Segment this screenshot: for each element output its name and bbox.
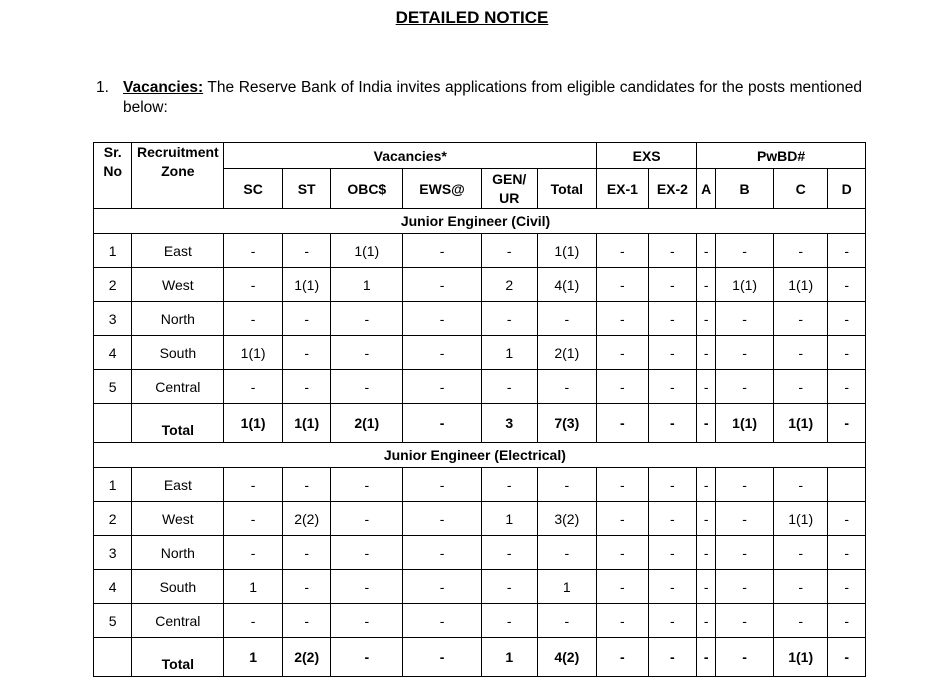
cell-a: - xyxy=(697,302,716,336)
cell-total-st: 1(1) xyxy=(282,404,330,443)
cell-ex2: - xyxy=(648,502,697,536)
cell-obc: 1(1) xyxy=(331,234,403,268)
cell-total-c: 1(1) xyxy=(773,638,828,677)
cell-obc: - xyxy=(331,468,403,502)
table-row xyxy=(94,468,866,502)
cell-total-ews: - xyxy=(403,404,482,443)
cell-zone: South xyxy=(132,570,224,604)
cell-zone: North xyxy=(132,536,224,570)
header-ews: EWS@ xyxy=(403,169,482,209)
cell-st: - xyxy=(282,570,330,604)
cell-ex1: - xyxy=(597,570,649,604)
cell-d: - xyxy=(828,336,866,370)
cell-d: - xyxy=(828,536,866,570)
cell-gen: - xyxy=(481,536,537,570)
cell-a: - xyxy=(697,268,716,302)
cell-st: - xyxy=(282,234,330,268)
cell-b: - xyxy=(716,604,774,638)
cell-b: - xyxy=(716,370,774,404)
cell-gen: - xyxy=(481,570,537,604)
table-row xyxy=(94,234,866,268)
cell-a: - xyxy=(697,468,716,502)
header-pwbd: PwBD# xyxy=(697,143,866,169)
cell-ex1: - xyxy=(597,370,649,404)
cell-total-obc: - xyxy=(331,638,403,677)
table-row xyxy=(94,370,866,404)
cell-ex2: - xyxy=(648,570,697,604)
cell-b: - xyxy=(716,302,774,336)
cell-ex1: - xyxy=(597,468,649,502)
intro-paragraph xyxy=(96,78,862,118)
cell-total-ex1: - xyxy=(597,638,649,677)
cell-sc: - xyxy=(224,234,283,268)
cell-zone: West xyxy=(132,502,224,536)
cell-c: - xyxy=(773,604,828,638)
cell-a: - xyxy=(697,502,716,536)
table-row xyxy=(94,604,866,638)
cell-sc: 1(1) xyxy=(224,336,283,370)
cell-sc: - xyxy=(224,302,283,336)
cell-total-a: - xyxy=(697,638,716,677)
cell-ex2: - xyxy=(648,536,697,570)
cell-total-sc: 1 xyxy=(224,638,283,677)
cell-a: - xyxy=(697,336,716,370)
section-header-row xyxy=(94,443,866,468)
cell-total-obc: 2(1) xyxy=(331,404,403,443)
total-row xyxy=(94,638,866,677)
header-c: C xyxy=(773,169,828,209)
cell-c: 1(1) xyxy=(773,268,828,302)
header-b: B xyxy=(716,169,774,209)
cell-obc: - xyxy=(331,604,403,638)
cell-zone: South xyxy=(132,336,224,370)
cell-gen: - xyxy=(481,302,537,336)
cell-ex2: - xyxy=(648,336,697,370)
cell-sc: - xyxy=(224,604,283,638)
section-header-row xyxy=(94,209,866,234)
cell-ews: - xyxy=(403,268,482,302)
cell-c: - xyxy=(773,468,828,502)
cell-sr-no: 4 xyxy=(94,570,132,604)
header-sc: SC xyxy=(224,169,283,209)
cell-gen: 1 xyxy=(481,336,537,370)
cell-a: - xyxy=(697,234,716,268)
cell-d: - xyxy=(828,502,866,536)
cell-a: - xyxy=(697,570,716,604)
cell-a: - xyxy=(697,536,716,570)
cell-c: 1(1) xyxy=(773,502,828,536)
cell-st: - xyxy=(282,370,330,404)
cell-total: - xyxy=(537,604,597,638)
cell-total: 2(1) xyxy=(537,336,597,370)
header-a: A xyxy=(697,169,716,209)
cell-gen: - xyxy=(481,604,537,638)
cell-c: - xyxy=(773,536,828,570)
cell-b: - xyxy=(716,570,774,604)
cell-d: - xyxy=(828,268,866,302)
cell-obc: - xyxy=(331,370,403,404)
cell-b: - xyxy=(716,336,774,370)
cell-ex1: - xyxy=(597,234,649,268)
cell-sr-no: 3 xyxy=(94,302,132,336)
cell-ex2: - xyxy=(648,604,697,638)
cell-ews: - xyxy=(403,536,482,570)
cell-sc: - xyxy=(224,268,283,302)
cell-zone: North xyxy=(132,302,224,336)
cell-sr-no-empty xyxy=(94,638,132,677)
cell-total-a: - xyxy=(697,404,716,443)
cell-ews: - xyxy=(403,570,482,604)
cell-total-ex2: - xyxy=(648,404,697,443)
cell-st: 1(1) xyxy=(282,268,330,302)
cell-ews: - xyxy=(403,336,482,370)
cell-sr-no: 3 xyxy=(94,536,132,570)
header-d: D xyxy=(828,169,866,209)
cell-b: 1(1) xyxy=(716,268,774,302)
intro-heading: Vacancies: xyxy=(123,79,204,96)
total-row xyxy=(94,404,866,443)
cell-d: - xyxy=(828,570,866,604)
cell-obc: - xyxy=(331,570,403,604)
header-sr-no: Sr. No xyxy=(94,143,132,209)
cell-a: - xyxy=(697,604,716,638)
cell-gen: - xyxy=(481,234,537,268)
cell-obc: 1 xyxy=(331,268,403,302)
cell-sr-no-empty xyxy=(94,404,132,443)
cell-b: - xyxy=(716,234,774,268)
notice-title: DETAILED NOTICE xyxy=(395,8,549,27)
cell-total-total: 4(2) xyxy=(537,638,597,677)
cell-total-sc: 1(1) xyxy=(224,404,283,443)
cell-ews: - xyxy=(403,502,482,536)
cell-sc: - xyxy=(224,370,283,404)
section-title: Junior Engineer (Electrical) xyxy=(224,443,866,468)
cell-a: - xyxy=(697,370,716,404)
cell-d: - xyxy=(828,370,866,404)
cell-ews: - xyxy=(403,234,482,268)
table-row xyxy=(94,536,866,570)
cell-d: - xyxy=(828,234,866,268)
cell-obc: - xyxy=(331,536,403,570)
cell-sc: - xyxy=(224,502,283,536)
cell-ex1: - xyxy=(597,336,649,370)
cell-b: - xyxy=(716,502,774,536)
cell-st: 2(2) xyxy=(282,502,330,536)
table-body xyxy=(94,209,866,677)
vacancy-table xyxy=(93,142,866,677)
section-title: Junior Engineer (Civil) xyxy=(224,209,866,234)
header-obc: OBC$ xyxy=(331,169,403,209)
cell-sr-no: 1 xyxy=(94,468,132,502)
cell-st: - xyxy=(282,468,330,502)
cell-total-label: Total xyxy=(132,638,224,677)
cell-sc: - xyxy=(224,536,283,570)
cell-sr-no: 2 xyxy=(94,268,132,302)
header-exs: EXS xyxy=(597,143,697,169)
cell-total: 1(1) xyxy=(537,234,597,268)
cell-total-total: 7(3) xyxy=(537,404,597,443)
cell-ews: - xyxy=(403,302,482,336)
cell-total-label: Total xyxy=(132,404,224,443)
cell-ex2: - xyxy=(648,302,697,336)
cell-obc: - xyxy=(331,302,403,336)
table-row xyxy=(94,570,866,604)
cell-obc: - xyxy=(331,502,403,536)
header-gen-ur: GEN/ UR xyxy=(481,169,537,209)
table-row xyxy=(94,302,866,336)
cell-st: - xyxy=(282,604,330,638)
cell-sr-no: 5 xyxy=(94,370,132,404)
header-recruitment-zone: Recruitment Zone xyxy=(132,143,224,209)
cell-st: - xyxy=(282,536,330,570)
cell-ex1: - xyxy=(597,502,649,536)
cell-zone: East xyxy=(132,468,224,502)
cell-total: 4(1) xyxy=(537,268,597,302)
cell-total: 1 xyxy=(537,570,597,604)
cell-ews: - xyxy=(403,468,482,502)
cell-total-d: - xyxy=(828,638,866,677)
cell-c: - xyxy=(773,234,828,268)
cell-ex2: - xyxy=(648,234,697,268)
intro-text: The Reserve Bank of India invites applications from eligible candidates for the posts mentioned below: xyxy=(123,79,862,116)
cell-c: - xyxy=(773,336,828,370)
cell-sr-no: 5 xyxy=(94,604,132,638)
cell-c: - xyxy=(773,302,828,336)
cell-gen: - xyxy=(481,468,537,502)
cell-total-gen: 3 xyxy=(481,404,537,443)
cell-zone: West xyxy=(132,268,224,302)
cell-d xyxy=(828,468,866,502)
cell-st: - xyxy=(282,336,330,370)
cell-c: - xyxy=(773,370,828,404)
cell-total: - xyxy=(537,370,597,404)
cell-c: - xyxy=(773,570,828,604)
header-row-top xyxy=(94,143,866,169)
section-spacer xyxy=(94,209,224,234)
section-spacer xyxy=(94,443,224,468)
cell-total: - xyxy=(537,536,597,570)
cell-d: - xyxy=(828,604,866,638)
cell-sr-no: 1 xyxy=(94,234,132,268)
cell-zone: Central xyxy=(132,604,224,638)
cell-ex2: - xyxy=(648,268,697,302)
cell-ews: - xyxy=(403,604,482,638)
table-row xyxy=(94,336,866,370)
cell-total-d: - xyxy=(828,404,866,443)
cell-sc: 1 xyxy=(224,570,283,604)
header-st: ST xyxy=(282,169,330,209)
header-ex1: EX-1 xyxy=(597,169,649,209)
cell-total-c: 1(1) xyxy=(773,404,828,443)
table-row xyxy=(94,268,866,302)
cell-total-b: 1(1) xyxy=(716,404,774,443)
cell-total-ews: - xyxy=(403,638,482,677)
cell-gen: - xyxy=(481,370,537,404)
cell-ex2: - xyxy=(648,468,697,502)
cell-b: - xyxy=(716,536,774,570)
cell-ex2: - xyxy=(648,370,697,404)
cell-sr-no: 4 xyxy=(94,336,132,370)
cell-sc: - xyxy=(224,468,283,502)
cell-total-gen: 1 xyxy=(481,638,537,677)
cell-obc: - xyxy=(331,336,403,370)
cell-ex1: - xyxy=(597,604,649,638)
cell-total-st: 2(2) xyxy=(282,638,330,677)
cell-gen: 1 xyxy=(481,502,537,536)
cell-zone: East xyxy=(132,234,224,268)
table-row xyxy=(94,502,866,536)
cell-sr-no: 2 xyxy=(94,502,132,536)
cell-d: - xyxy=(828,302,866,336)
cell-ews: - xyxy=(403,370,482,404)
cell-total: - xyxy=(537,468,597,502)
cell-gen: 2 xyxy=(481,268,537,302)
cell-total: - xyxy=(537,302,597,336)
cell-ex1: - xyxy=(597,536,649,570)
header-total: Total xyxy=(537,169,597,209)
cell-zone: Central xyxy=(132,370,224,404)
header-vacancies: Vacancies* xyxy=(224,143,597,169)
cell-total-b: - xyxy=(716,638,774,677)
cell-total: 3(2) xyxy=(537,502,597,536)
cell-b: - xyxy=(716,468,774,502)
cell-ex1: - xyxy=(597,268,649,302)
cell-total-ex2: - xyxy=(648,638,697,677)
cell-st: - xyxy=(282,302,330,336)
header-ex2: EX-2 xyxy=(648,169,697,209)
intro-number: 1. xyxy=(96,79,109,96)
cell-ex1: - xyxy=(597,302,649,336)
cell-total-ex1: - xyxy=(597,404,649,443)
